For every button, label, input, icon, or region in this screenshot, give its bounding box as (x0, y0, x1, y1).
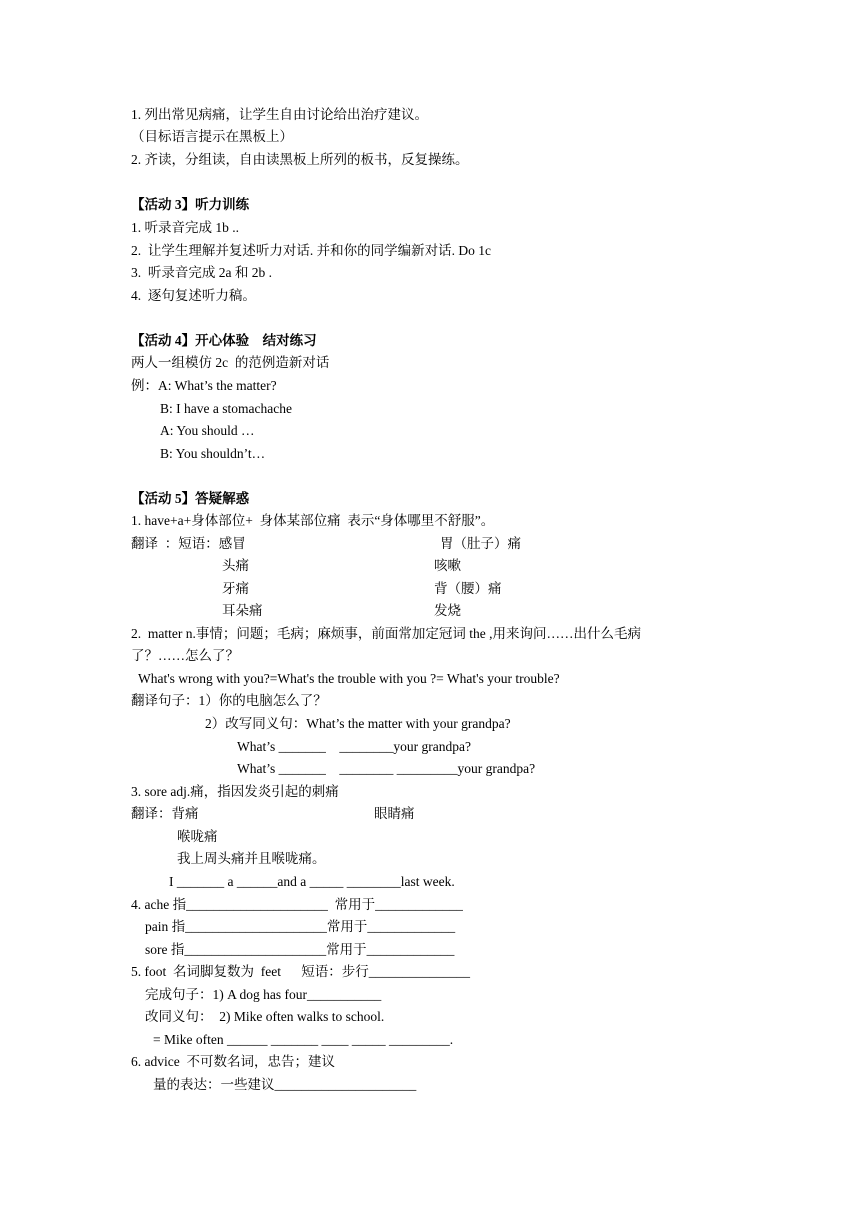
activity-3-item-3: 3. 听录音完成 2a 和 2b . (131, 265, 272, 280)
point-5-text: 5. foot 名词脚复数为 feet 短语：步行_______________ (131, 964, 470, 979)
translate-sentence-1: 翻译句子：1）你的电脑怎么了？ (131, 693, 327, 708)
phrase-backache: 背（腰）痛 (434, 581, 502, 596)
point-5-rewrite-blank: = Mike often ______ _______ ____ _____ _________. (153, 1032, 454, 1047)
activity-3-heading: 【活动 3】听力训练 (131, 197, 250, 212)
phrase-stomachache: 胃（肚子）痛 (440, 536, 521, 551)
activity-3-item-4: 4. 逐句复述听力稿。 (131, 288, 256, 303)
activity-3-item-2: 2. 让学生理解并复述听力对话. 并和你的同学编新对话. Do 1c (131, 243, 491, 258)
sore-translate-eye: 眼睛痛 (374, 806, 415, 821)
activity-4-heading: 【活动 4】开心体验 结对练习 (131, 333, 317, 348)
example-line-a1: 例：A: What’s the matter? (131, 378, 277, 393)
phrase-headache: 头痛 (222, 558, 249, 573)
point-6-quantity: 量的表达：一些建议_____________________ (153, 1077, 417, 1092)
point-2-text: 2. matter n.事情；问题；毛病；麻烦事，前面常加定冠词 the ,用来询问……出什么毛病 (131, 626, 641, 641)
example-line-b1: B: I have a stomachache (160, 401, 292, 416)
sore-translate-sentence: 我上周头痛并且喉咙痛。 (177, 851, 326, 866)
example-line-b2: B: You shouldn’t… (160, 446, 266, 461)
phrase-toothache: 牙痛 (222, 581, 249, 596)
point-2-text-cont: 了？……怎么了？ (131, 648, 239, 663)
point-5-rewrite: 改同义句： 2) Mike often walks to school. (145, 1009, 385, 1024)
point-1-text: 1. have+a+身体部位+ 身体某部位痛 表示“身体哪里不舒服”。 (131, 513, 495, 528)
sore-translate-backache: 翻译：背痛 (131, 806, 199, 821)
activity-4-instruction: 两人一组模仿 2c 的范例造新对话 (131, 355, 330, 370)
rewrite-blank-2: What’s _______ ________ _________your grandpa? (237, 761, 536, 776)
translate-label: 翻译 ：短语：感冒 (131, 536, 246, 551)
step-2-text: 2. 齐读，分组读，自由读黑板上所列的板书，反复操练。 (131, 152, 469, 167)
point-6-text: 6. advice 不可数名词，忠告；建议 (131, 1054, 335, 1069)
point-2-synonyms: What's wrong with you?=What's the trouble with you ?= What's your trouble? (138, 671, 560, 686)
rewrite-sentence-2: 2）改写同义句：What’s the matter with your grandpa? (205, 716, 511, 731)
activity-3-item-1: 1. 听录音完成 1b .. (131, 220, 239, 235)
phrase-fever: 发烧 (434, 603, 461, 618)
point-4-sore: sore 指_____________________常用于_____________ (145, 942, 455, 957)
point-3-text: 3. sore adj.痛，指因发炎引起的刺痛 (131, 784, 339, 799)
point-4-pain: pain 指_____________________常用于_____________ (145, 919, 456, 934)
phrase-earache: 耳朵痛 (222, 603, 263, 618)
point-5-complete: 完成句子：1) A dog has four___________ (145, 987, 382, 1002)
sore-fill-blank: I _______ a ______and a _____ ________last week. (169, 874, 455, 889)
rewrite-blank-1: What’s _______ ________your grandpa? (237, 739, 471, 754)
step-1-text: 1. 列出常见病痛，让学生自由讨论给出治疗建议。 (131, 107, 428, 122)
example-line-a2: A: You should … (160, 423, 255, 438)
sore-translate-throat: 喉咙痛 (177, 829, 218, 844)
activity-5-heading: 【活动 5】答疑解惑 (131, 491, 250, 506)
phrase-cough: 咳嗽 (434, 558, 461, 573)
point-4-ache: 4. ache 指_____________________ 常用于_____________ (131, 897, 463, 912)
step-1-note: （目标语言提示在黑板上） (131, 129, 293, 144)
